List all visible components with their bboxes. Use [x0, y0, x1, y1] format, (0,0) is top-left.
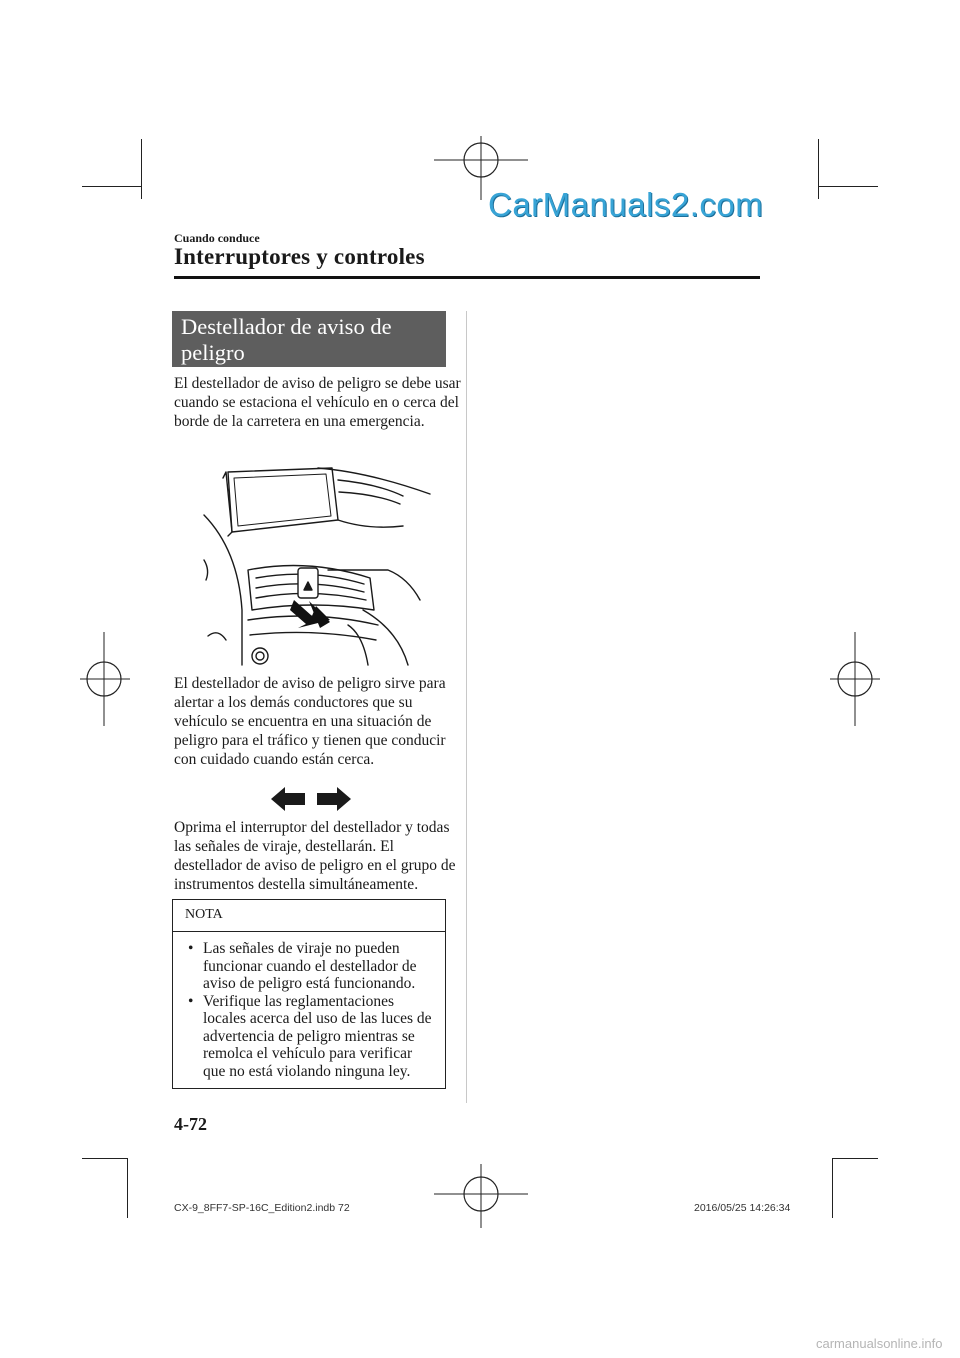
note-item-text: Las señales de viraje no pueden funcionar cuando el destellador de aviso de peligro está funcionando. — [203, 940, 417, 992]
header-rule — [174, 276, 760, 279]
page-number: 4-72 — [174, 1114, 207, 1134]
note-box — [172, 899, 446, 1089]
bullet-icon: • — [188, 992, 194, 1010]
dashboard-hazard-switch-illustration — [198, 460, 438, 670]
footer-file-name: CX-9_8FF7-SP-16C_Edition2.indb 72 — [174, 1202, 350, 1214]
note-item — [173, 993, 445, 1081]
column-divider — [466, 311, 467, 1103]
bullet-icon: • — [188, 940, 194, 957]
registration-mark-icon — [80, 632, 130, 726]
turn-signal-arrows-icon — [271, 785, 351, 813]
topic-heading-line-1: Destellador de aviso de — [181, 314, 392, 339]
paragraph-intro: El destellador de aviso de peligro se debe usar cuando se estaciona el vehículo en o cerca del borde de la carretera en una emergencia. — [174, 375, 461, 430]
registration-mark-icon — [830, 632, 880, 726]
site-watermark: carmanualsonline.info — [816, 1336, 943, 1351]
section-label: Cuando conduce — [174, 231, 260, 245]
footer-timestamp: 2016/05/25 14:26:34 — [694, 1202, 791, 1214]
registration-mark-icon — [434, 1164, 528, 1228]
note-list — [173, 940, 445, 1080]
paragraph-operation: Oprima el interruptor del destellador y todas las señales de viraje, destellarán. El destellador de aviso de peligro en el grupo de instrumentos destella simultáneamente. — [174, 819, 456, 893]
note-item-text: Verifique las reglamentaciones locales acerca del uso de las luces de advertencia de peligro mientras se remolca el vehículo para verificar que no está violando ninguna ley. — [203, 992, 432, 1080]
note-item — [173, 940, 445, 993]
topic-heading-line-2: peligro — [181, 340, 245, 365]
section-title: Interruptores y controles — [174, 244, 425, 269]
paragraph-purpose: El destellador de aviso de peligro sirve para alertar a los demás conductores que su vehículo se encuentra en una situación de peligro para el tráfico y tienen que conducir con cuidado cuando están cerca. — [174, 675, 446, 768]
note-title: NOTA — [173, 900, 445, 932]
watermark-logo: CarManuals2.com — [488, 186, 764, 223]
topic-heading — [172, 311, 446, 367]
